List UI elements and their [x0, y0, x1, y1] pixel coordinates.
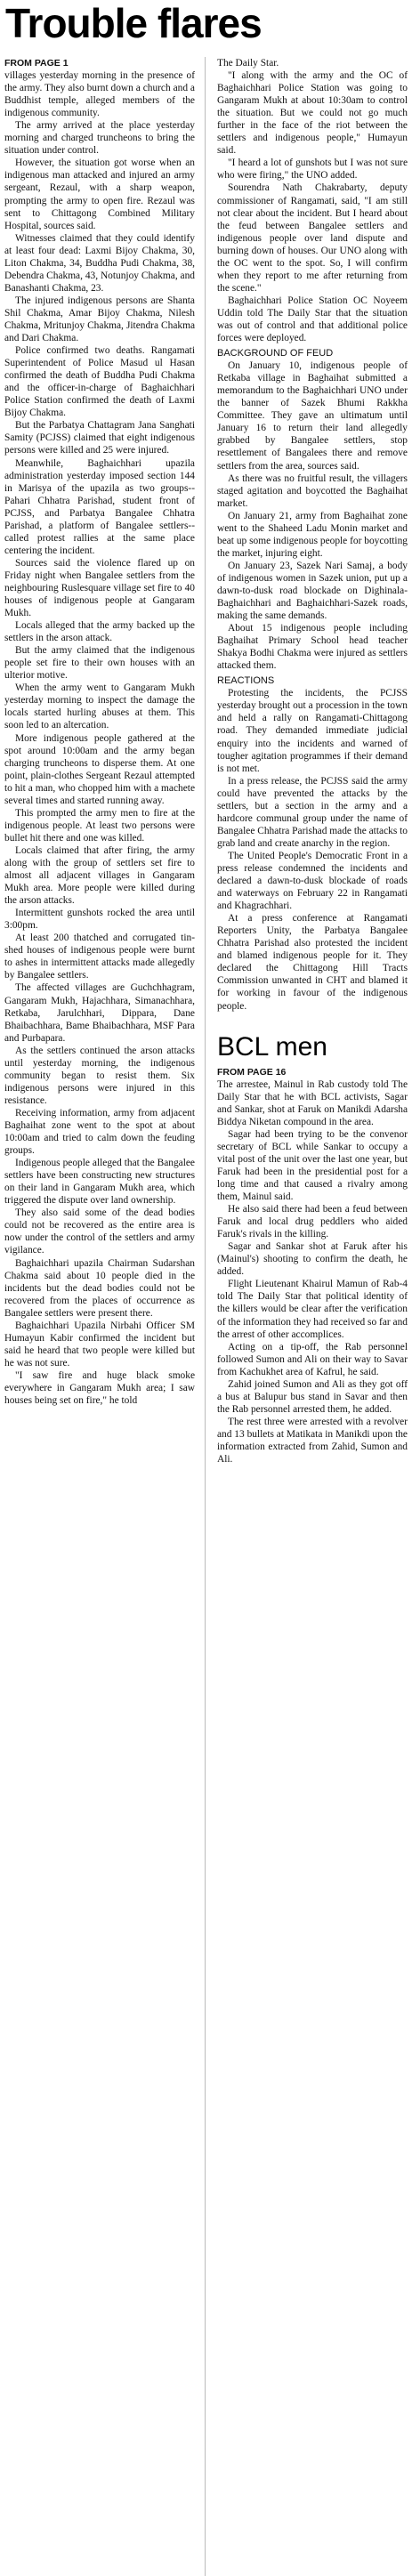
article-paragraph: Indigenous people alleged that the Bangalee settlers have been constructing new structures on their land in Gangaram Mukh area, which triggered the dispute over land ownership. [4, 1158, 195, 1207]
article-paragraph: On January 10, indigenous people of Retkaba village in Baghaihat submitted a memorandum to the Baghaichhari UNO under the banner of Sazek Bhumi Rakkha Committee. They gave an ultimatum until January 16 to return their land allegedly grabbed by Bangalee settlers, stop resettlement of Bangalees there and remove settlers from the area, sources said. [217, 360, 408, 472]
article-paragraph: Protesting the incidents, the PCJSS yesterday brought out a procession in the town and held a rally on Rangamati-Chittagong road. They demanded immediate judicial enquiry into the incidents and warned of tougher agitation programmes if their demand is not met. [217, 688, 408, 774]
article-paragraph: Intermittent gunshots rocked the area until 3:00pm. [4, 908, 195, 932]
article-paragraph: Sources said the violence flared up on Friday night when Bangalee settlers from the neighbouring Ruslesquare village set fire to 40 houses of indigenous people at Gangaram Mukh. [4, 557, 195, 619]
article-paragraph: The arrestee, Mainul in Rab custody told The Daily Star that he with BCL activists, Sagar and Sankar, shot at Faruk on Manikdi Adarsha Biddya Niketan compound in the area. [217, 1078, 408, 1127]
jump-label: FROM PAGE 1 [4, 58, 69, 69]
headline: Trouble flares [5, 0, 262, 46]
article-paragraph: But the Parbatya Chattagram Jana Sanghati Samity (PCJSS) claimed that eight indigenous persons were killed and 25 were injured. [4, 420, 195, 456]
article-paragraph: Acting on a tip-off, the Rab personnel followed Sumon and Ali on their way to Savar from Kachukhet area of Kafrul, he said. [217, 1341, 408, 1377]
article-paragraph: The army arrived at the place yesterday morning and charged truncheons to bring the situation under control. [4, 120, 195, 157]
article-paragraph: Meanwhile, Baghaichhari upazila administration yesterday imposed section 144 in Marisya of the upazila as two groups--Pahari Chhatra Parishad, student front of PCJSS, and Parbatya Bangalee Chhatra Parishad, a platform of Bangalee settlers--called protest rallies at the same place centering the incident. [4, 457, 195, 556]
article-paragraph: On January 23, Sazek Nari Samaj, a body of indigenous women in Sazek union, put up a dawn-to-dusk road blockade on Dighinala-Baghaichhari and Baghaichhari-Sazek roads, making the same demands. [217, 560, 408, 622]
column-divider [205, 57, 206, 2576]
article-paragraph: Sagar had been trying to be the convenor secretary of BCL while Sankar to occupy a vital post of the unit over the last one year, but Faruk had been in the presidential post for a long time and that caused a rivalry among them, Mainul said. [217, 1128, 408, 1203]
article-paragraph: However, the situation got worse when an indigenous man attacked and injured an army sergeant, Rezaul, with a sharp weapon, prompting the army to open fire. Rezaul was sent to Chittagong Combined Military Hospital, sources said. [4, 157, 195, 231]
article-paragraph: As the settlers continued the arson attacks until yesterday morning, the indigenous community began to resist them. Six indigenous persons were injured in this resistance. [4, 1045, 195, 1106]
right-column [217, 57, 408, 1466]
article-paragraph: Zahid joined Sumon and Ali as they got off a bus at Balupur bus stand in Savar and then the Rab personnel arrested them, he added. [217, 1378, 408, 1415]
article-paragraph: "I saw fire and huge black smoke everywhere in Gangaram Mukh area; I saw houses being set on fire," he told [4, 1369, 195, 1407]
article-paragraph: As there was no fruitful result, the villagers staged agitation and boycotted the Baghaihat market. [217, 472, 408, 509]
subheading-background: BACKGROUND OF FEUD [217, 348, 334, 359]
subheading-reactions: REACTIONS [217, 675, 275, 687]
article-paragraph: When the army went to Gangaram Mukh yesterday morning to inspect the damage the locals started hurling abuses at them. This soon led to an altercation. [4, 682, 195, 731]
article-paragraph: Locals claimed that after firing, the army along with the group of settlers set fire to almost all adjacent villages in Gangaram Mukh area. More people were killed during the arson attacks. [4, 844, 195, 907]
article-paragraph: Baghaichhari upazila Chairman Sudarshan Chakma said about 10 people died in the incidents but the dead bodies could not be recovered from the places of occurrence as Bangalee settlers were present there. [4, 1257, 195, 1319]
article-paragraph: He also said there had been a feud between Faruk and local drug peddlers who aided Faruk's rivals in the killing. [217, 1204, 408, 1240]
article-paragraph: Receiving information, army from adjacent Baghaihat zone went to the spot at about 10:00am and tried to calm down the feuding groups. [4, 1107, 195, 1157]
article-paragraph: The affected villages are Guchchhagram, Gangaram Mukh, Hajachhara, Simanachhara, Retkaba, Jarulchhari, Dippara, Dane Bhaibachhara, Bame Bhaibachhara, MSF Para and Purbapara. [4, 982, 195, 1044]
article-paragraph: Sagar and Sankar shot at Faruk after his (Mainul's) shooting to confirm the death, he added. [217, 1241, 408, 1278]
article-paragraph: Witnesses claimed that they could identify at least four dead: Laxmi Bijoy Chakma, 30, Liton Chakma, 34, Buddha Pudi Chakma, 38, Debendra Chakma, 43, Notunjoy Chakma, and Banashanti Chakma, 23. [4, 232, 195, 294]
article-paragraph: Flight Lieutenant Khairul Mamun of Rab-4 told The Daily Star that political identity of the killers would be clear after the verification of the information they had received so far and the arrest of other accomplices. [217, 1279, 408, 1340]
article-paragraph: The United People's Democratic Front in a press release condemned the incidents and declared a dawn-to-dusk blockade of roads and waterways on February 22 in Rangamati and Khagrachhari. [217, 850, 408, 912]
article-paragraph: "I heard a lot of gunshots but I was not sure who were firing," the UNO added. [217, 157, 408, 182]
article-paragraph: In a press release, the PCJSS said the army could have prevented the attacks by the settlers, but a section in the army and a hardcore communal group under the name of Bangalee Chhatra Parishad made the attacks to grab land and create anarchy in the region. [217, 775, 408, 849]
article-paragraph: Baghaichhari Upazila Nirbahi Officer SM Humayun Kabir confirmed the incident but said he heard that two people were killed but he was not sure. [4, 1320, 195, 1369]
jump-label: FROM PAGE 16 [217, 1066, 287, 1078]
article-paragraph: Police confirmed two deaths. Rangamati Superintendent of Police Masud ul Hasan confirmed the death of Buddha Pudi Chakma and the officer-in-charge of Baghaichhari Police Station confirmed the death of Laxmi Bijoy Chakma. [4, 345, 195, 419]
article-paragraph: Locals alleged that the army backed up the settlers in the arson attack. [4, 620, 195, 644]
article-paragraph: At least 200 thatched and corrugated tin-shed houses of indigenous people were burnt to ashes in intermittent attacks made allegedly by Bangalee settlers. [4, 933, 195, 981]
article-paragraph: They also said some of the dead bodies could not be recovered as the entire area is now under the control of the settlers and army vigilance. [4, 1207, 195, 1256]
article-paragraph: Baghaichhari Police Station OC Noyeem Uddin told The Daily Star that the situation was out of control and that additional police forces were deployed. [217, 295, 408, 344]
article-paragraph: The rest three were arrested with a revolver and 13 bullets at Matikata in Manikdi upon the information extracted from Zahid, Sumon and Ali. [217, 1416, 408, 1466]
article-paragraph: At a press conference at Rangamati Reporters Unity, the Parbatya Bangalee Chhatra Parishad also protested the incident and blamed indigenous people for it. They declared the Chittagong Hill Tracts Commission unwanted in CHT and blamed it for working in favour of the indigenous people. [217, 913, 408, 1012]
article-paragraph: About 15 indigenous people including Baghaihat Primary School head teacher Shakya Bodhi Chakma were injured as settlers attacked them. [217, 623, 408, 672]
article-paragraph: The injured indigenous persons are Shanta Shil Chakma, Amar Bijoy Chakma, Nilesh Chakma, Mritunjoy Chakma, Jitendra Chakma and Dari Chakma. [4, 295, 195, 344]
article-paragraph: Sourendra Nath Chakrabarty, deputy commissioner of Rangamati, said, "I am still not clear about the incident. But I heard about the feud between Bangalee settlers and indigenous people over land dispute and burning down of houses. Our UNO along with the OC went to the spot. So, I will confirm when they report to me after returning from the scene." [217, 182, 408, 294]
left-column [4, 57, 195, 1407]
article-paragraph: The Daily Star. [217, 58, 279, 69]
section-headline: BCL men [217, 1031, 327, 1062]
article-paragraph: villages yesterday morning in the presence of the army. They also burnt down a church and a Buddhist temple, alleged members of the indigenous community. [4, 70, 195, 119]
article-paragraph: On January 21, army from Baghaihat zone went to the Shaheed Ladu Monin market and beat up some indigenous people for boycotting the market, injuring eight. [217, 510, 408, 559]
article-paragraph: This prompted the army men to fire at the indigenous people. At least two persons were bullet hit there and one was killed. [4, 807, 195, 844]
article-paragraph: "I along with the army and the OC of Baghaichhari Police Station was going to Gangaram Mukh at about 10:30am to control the situation. But we could not go much further in the face of the riot between the settlers and indigenous people," Humayun said. [217, 70, 408, 157]
article-paragraph: But the army claimed that the indigenous people set fire to their own houses with an ulterior motive. [4, 645, 195, 682]
article-paragraph: More indigenous people gathered at the spot around 10:00am and the army began charging truncheons to disperse them. At one point, plain-clothes Sergeant Rezaul attempted to hit a man, who chopped him with a machete several times and started running away. [4, 732, 195, 806]
